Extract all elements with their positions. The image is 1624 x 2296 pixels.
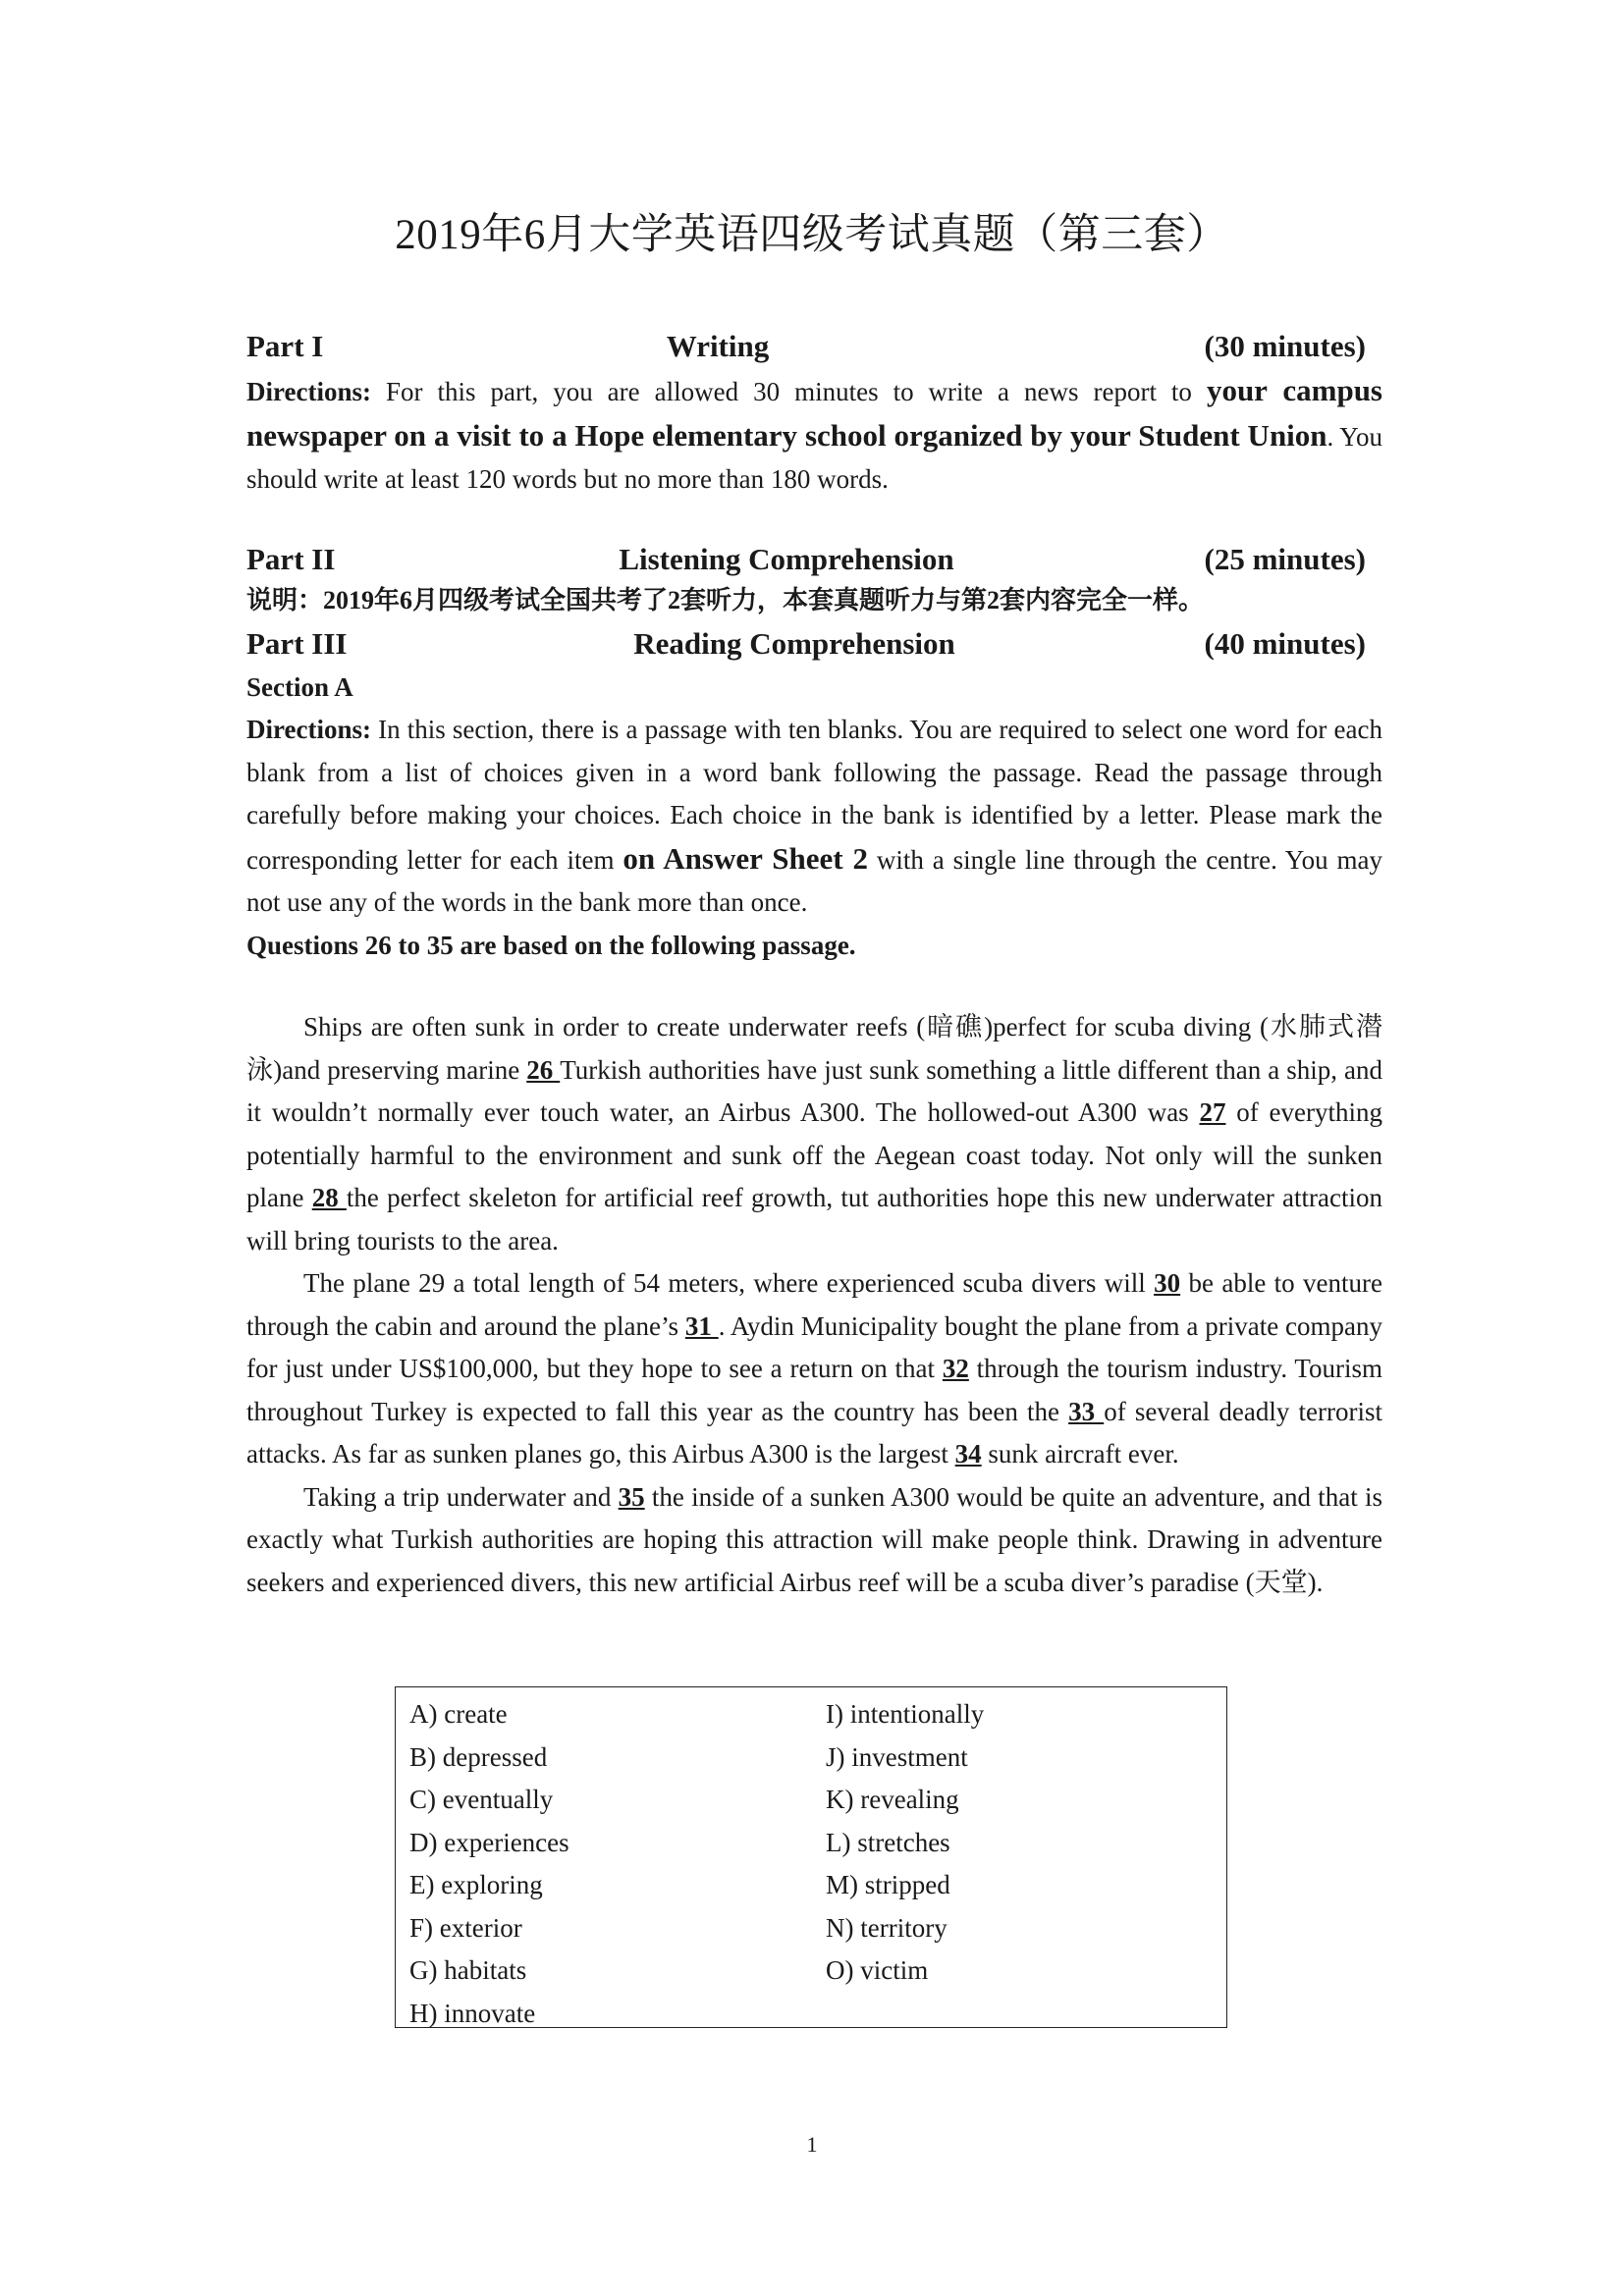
part2-time: (25 minutes) (1204, 542, 1366, 576)
part3-label: Part III (246, 626, 348, 661)
blank-33: 33 (1068, 1396, 1105, 1426)
part1-name: Writing (666, 329, 770, 363)
word-bank-item: C) eventually (409, 1785, 554, 1814)
passage-text: sunk aircraft ever. (981, 1439, 1179, 1468)
part3-directions-label: Directions: (246, 715, 371, 744)
part1-directions-text-a: For this part, you are allowed 30 minutes to write a news report to (370, 377, 1207, 406)
part3-time: (40 minutes) (1204, 626, 1366, 661)
part1-directions-bold: your campus newspaper on a visit to a Hope elementary school organized by your Student Union (246, 373, 1382, 453)
part2-name: Listening Comprehension (619, 542, 954, 576)
word-bank-item: K) revealing (826, 1785, 959, 1814)
word-bank-item: M) stripped (826, 1870, 950, 1899)
reading-passage (246, 1006, 1382, 1604)
passage-text: the inside of a sunken A300 would be quite an adventure, and that is exactly what Turkish authorities are hoping this attraction will make people think. Drawing in adventure seekers and experienced divers, this new artificial Airbus reef will be a scuba diver’s paradise (天堂). (246, 1481, 1382, 1597)
word-bank-item: G) habitats (409, 1955, 527, 1985)
part1-label: Part I (246, 329, 324, 363)
blank-35: 35 (618, 1481, 645, 1512)
part3-directions-text-a: In this section, there is a passage with ten blanks. You are required to select one word for each blank from a list of choices given in a word bank following the passage. Read the passage through carefully before making your choices. Each choice in the bank is identified by a letter. Please mark the corresponding letter for each item (246, 715, 1382, 875)
passage-text: Ships are often sunk in order to create underwater reefs (暗礁)perfect for scuba diving (水肺式潜泳)and preserving marine (246, 1012, 1382, 1085)
part3-directions-text-b: with a single line through the centre. You may not use any of the words in the bank more than once. (246, 844, 1382, 917)
passage-text: Taking a trip underwater and (303, 1481, 619, 1512)
part3-directions-bold: on Answer Sheet 2 (623, 840, 868, 876)
word-bank-item: H) innovate (409, 1998, 536, 2028)
word-bank-item: F) exterior (409, 1912, 522, 1943)
word-bank-item: O) victim (826, 1955, 929, 1985)
page-number: 1 (806, 2132, 818, 2157)
passage-text: the perfect skeleton for artificial reef growth, tut authorities hope this new underwater attraction will bring tourists to the area. (246, 1183, 1382, 1255)
blank-34: 34 (954, 1439, 982, 1468)
word-bank-item: L) stretches (826, 1827, 950, 1857)
word-bank-item: A) create (409, 1699, 508, 1729)
word-bank-right-column (826, 1693, 984, 1993)
passage-text: through the tourism industry. Tourism throughout Turkey is expected to fall this year as the country has been the (246, 1354, 1382, 1426)
part1-directions (246, 369, 1382, 502)
part1-heading (246, 327, 1366, 366)
word-bank-item: B) depressed (409, 1741, 548, 1772)
passage-text: of everything potentially harmful to the environment and sunk off the Aegean coast today. Not only will the sunken plane (246, 1097, 1383, 1212)
blank-27: 27 (1199, 1097, 1226, 1127)
part2-note: 说明：2019年6月四级考试全国共考了2套听力，本套真题听力与第2套内容完全一样。 (246, 586, 1205, 614)
blank-31: 31 (684, 1310, 719, 1341)
section-a-heading: Section A (246, 672, 353, 702)
page-title: 2019年6月大学英语四级考试真题（第三套） (395, 212, 1229, 258)
part3-heading (246, 624, 1366, 664)
part2-heading (246, 540, 1366, 579)
part3-directions (246, 709, 1382, 967)
word-bank-item: I) intentionally (826, 1699, 985, 1729)
passage-paragraph-2 (246, 1262, 1382, 1476)
part2-label: Part II (246, 542, 336, 576)
word-bank-table (395, 1686, 1227, 2028)
word-bank-item: J) investment (826, 1741, 968, 1772)
part3-name: Reading Comprehension (633, 626, 955, 661)
passage-text: The plane 29 a total length of 54 meters, where experienced scuba divers will (303, 1268, 1155, 1298)
word-bank-item: D) experiences (409, 1827, 569, 1857)
word-bank-left-column (409, 1693, 569, 2035)
word-bank-item: N) territory (826, 1912, 947, 1943)
passage-paragraph-1 (246, 1006, 1382, 1262)
blank-30: 30 (1154, 1268, 1181, 1298)
blank-26: 26 (526, 1054, 561, 1085)
blank-32: 32 (942, 1354, 969, 1383)
blank-28: 28 (311, 1183, 347, 1212)
questions-line: Questions 26 to 35 are based on the following passage. (246, 930, 856, 960)
part1-directions-label: Directions: (246, 377, 371, 406)
passage-paragraph-3 (246, 1476, 1382, 1605)
passage-text: . Aydin Municipality bought the plane from a private company for just under US$100,000, but they hope to see a return on that (246, 1310, 1382, 1383)
part1-time: (30 minutes) (1204, 329, 1366, 363)
passage-text: of several deadly terrorist attacks. As far as sunken planes go, this Airbus A300 is the largest (246, 1396, 1382, 1468)
passage-text: be able to venture through the cabin and around the plane’s (246, 1268, 1382, 1341)
word-bank-item: E) exploring (409, 1870, 543, 1899)
passage-text: Turkish authorities have just sunk something a little different than a ship, and it wouldn’t normally ever touch water, an Airbus A300. The hollowed-out A300 was (246, 1054, 1383, 1127)
part1-directions-text-b: . You should write at least 120 words but no more than 180 words. (246, 421, 1382, 494)
